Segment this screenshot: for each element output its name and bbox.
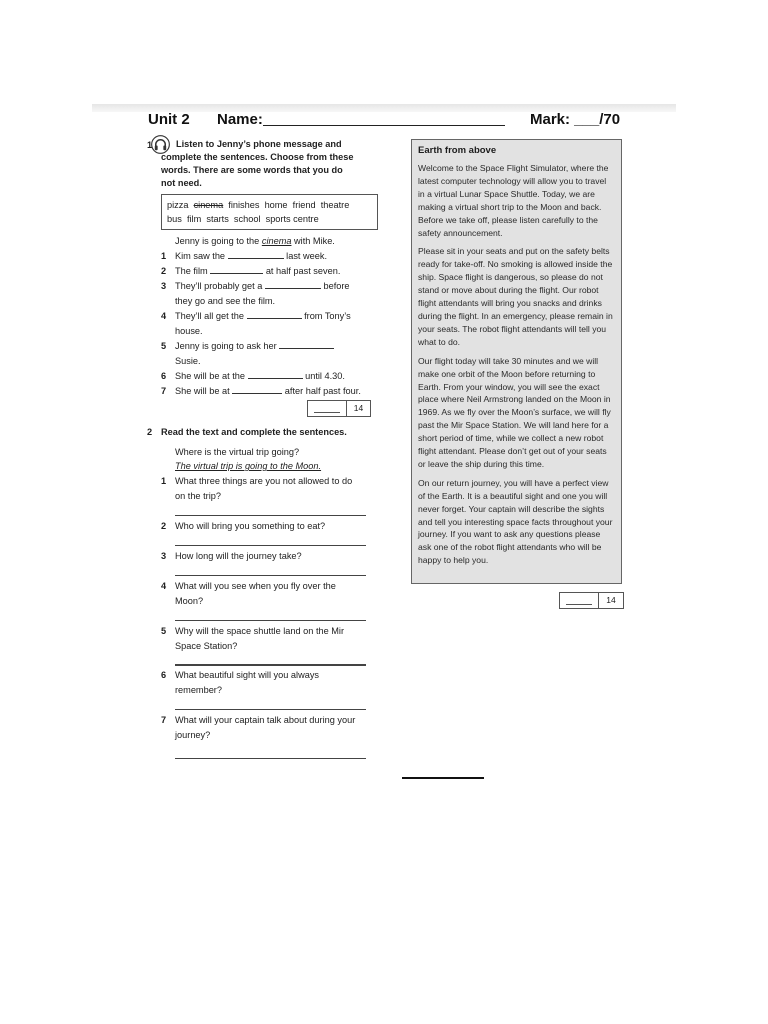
answer-line[interactable] <box>175 758 366 759</box>
item-text: after half past four. <box>284 386 361 396</box>
word-option: theatre <box>320 200 350 210</box>
exercise1-item-7 <box>175 384 361 399</box>
reading-paragraph: Welcome to the Space Flight Simulator, where the latest computer technology will allow you to travel in a virtual Lunar Space Shuttle. Today, we are making a virtual short trip to the Moon and back. Before we take off, please listen carefully to the safety announcement. <box>418 163 609 238</box>
word-option: finishes <box>228 200 260 210</box>
item-text: last week. <box>286 251 328 261</box>
item-text: She will be at <box>175 386 230 396</box>
question-number: 6 <box>161 670 167 680</box>
item-text: They’ll all get the <box>175 311 244 321</box>
exercise1-item-1 <box>175 249 327 264</box>
item-text: at half past seven. <box>265 266 341 276</box>
item-number: 5 <box>161 341 167 351</box>
exercise2-instruction: Read the text and complete the sentences. <box>161 427 347 437</box>
name-label: Name: <box>217 111 263 128</box>
item-text: She will be at the <box>175 371 245 381</box>
footer-line <box>402 777 484 779</box>
item-text: The film <box>175 266 208 276</box>
item-text: Kim saw the <box>175 251 226 261</box>
exercise2-example-answer: The virtual trip is going to the Moon. <box>175 461 322 471</box>
item-text: before <box>323 281 350 291</box>
reading-text-panel <box>411 139 622 584</box>
answer-line[interactable] <box>175 709 366 710</box>
word-option-used: cinema <box>193 200 224 210</box>
answer-line[interactable] <box>175 545 366 546</box>
instruction-line: Listen to Jenny’s phone message and <box>176 139 342 149</box>
example-answer: cinema <box>261 236 292 246</box>
question-text: on the trip? <box>175 491 221 501</box>
question-text: remember? <box>175 685 222 695</box>
mark-label: Mark: ___/70 <box>530 111 621 128</box>
example-text: Jenny is going to the <box>175 236 262 246</box>
reading-title: Earth from above <box>418 145 497 156</box>
score-entry[interactable] <box>560 593 599 608</box>
word-option: home <box>264 200 288 210</box>
item-number: 2 <box>161 266 167 276</box>
question-number: 5 <box>161 626 167 636</box>
instruction-line: not need. <box>161 178 202 188</box>
word-bank-row2 <box>167 212 319 227</box>
word-option: sports centre <box>265 214 319 224</box>
answer-blank[interactable] <box>247 309 302 319</box>
question-number: 2 <box>161 521 167 531</box>
answer-blank[interactable] <box>265 279 321 289</box>
exercise1-example <box>175 234 335 249</box>
word-option: school <box>233 214 261 224</box>
exercise1-item-6 <box>175 369 345 384</box>
question-number: 7 <box>161 715 167 725</box>
item-continuation: they go and see the film. <box>175 296 276 306</box>
name-line <box>263 125 505 126</box>
question-text: Moon? <box>175 596 204 606</box>
exercise2-score-box <box>559 592 624 609</box>
question-text: How long will the journey take? <box>175 551 302 561</box>
question-text: What will you see when you fly over the <box>175 581 336 591</box>
question-text: What three things are you not allowed to do <box>175 476 353 486</box>
reading-paragraph: Please sit in your seats and put on the safety belts ready for take-off. No smoking is allowed inside the ship. Space flight is dangerous, so please do not stand or move about during the flight. Our robot flight attendants will bring you snacks and drinks during the flight. In an emergency, please remain in your seats. The robot flight attendants will tell you what to do. <box>418 246 613 347</box>
reading-paragraph: Our flight today will take 30 minutes and we will make one orbit of the Moon before returning to Earth. From your window, you will see the exact place where Neil Armstrong landed on the Moon in 1969. As we fly over the Moon’s surface, we will fly past the Mir Space Station. We will land here for a short period of time, while we collect a new robot flight attendant. Please don’t get out of your seats or leave the ship during this time. <box>418 355 611 469</box>
question-text: Space Station? <box>175 641 238 651</box>
answer-blank[interactable] <box>228 249 284 259</box>
item-continuation: Susie. <box>175 356 201 366</box>
exercise1-item-4 <box>175 309 351 324</box>
question-text: journey? <box>175 730 211 740</box>
answer-blank[interactable] <box>232 384 282 394</box>
question-number: 1 <box>161 476 167 486</box>
answer-line[interactable] <box>175 620 366 621</box>
answer-line[interactable] <box>175 575 366 576</box>
answer-line[interactable] <box>175 664 366 666</box>
exercise1-score-box <box>307 400 371 417</box>
score-total: 14 <box>353 403 364 413</box>
word-option: film <box>186 214 202 224</box>
question-number: 3 <box>161 551 167 561</box>
item-text: from Tony’s <box>304 311 351 321</box>
question-text: What beautiful sight will you always <box>175 670 320 680</box>
word-option: starts <box>206 214 229 224</box>
score-total: 14 <box>606 595 616 605</box>
word-option: pizza <box>167 200 189 210</box>
word-option: friend <box>292 200 316 210</box>
question-text: Who will bring you something to eat? <box>175 521 326 531</box>
item-number: 4 <box>161 311 167 321</box>
item-number: 3 <box>161 281 167 291</box>
item-text: They’ll probably get a <box>175 281 263 291</box>
exercise2-example-question: Where is the virtual trip going? <box>175 447 300 457</box>
item-number: 6 <box>161 371 167 381</box>
word-option: bus <box>167 214 182 224</box>
word-bank-row1 <box>167 198 349 213</box>
answer-line[interactable] <box>175 515 366 516</box>
exercise1-number: 1 <box>147 140 153 150</box>
exercise1-item-3 <box>175 279 350 294</box>
answer-blank[interactable] <box>248 369 303 379</box>
example-text: with Mike. <box>291 236 335 246</box>
answer-blank[interactable] <box>279 339 334 349</box>
item-text: Jenny is going to ask her <box>175 341 277 351</box>
exercise1-instruction <box>161 138 368 190</box>
exercise2-number: 2 <box>147 427 153 437</box>
item-text: until 4.30. <box>305 371 345 381</box>
exercise1-item-5 <box>175 339 334 354</box>
item-number: 1 <box>161 251 167 261</box>
question-text: Why will the space shuttle land on the Mir <box>175 626 345 636</box>
answer-blank[interactable] <box>210 264 263 274</box>
unit-label: Unit 2 <box>148 111 190 128</box>
score-entry[interactable] <box>308 401 347 416</box>
question-text: What will your captain talk about during your <box>175 715 356 725</box>
item-number: 7 <box>161 386 167 396</box>
question-number: 4 <box>161 581 167 591</box>
reading-paragraph: On our return journey, you will have a perfect view of the Earth. It is a beautiful sight and one you will never forget. Your captain will describe the sights and tell you interesting space facts throughout your journey. If you want to ask any questions please ask one of the robot flight attendants who will be happy to help you. <box>418 477 613 566</box>
instruction-line: complete the sentences. Choose from these <box>161 152 354 162</box>
exercise1-item-2 <box>175 264 340 279</box>
item-continuation: house. <box>175 326 203 336</box>
instruction-line: words. There are some words that you do <box>161 165 343 175</box>
